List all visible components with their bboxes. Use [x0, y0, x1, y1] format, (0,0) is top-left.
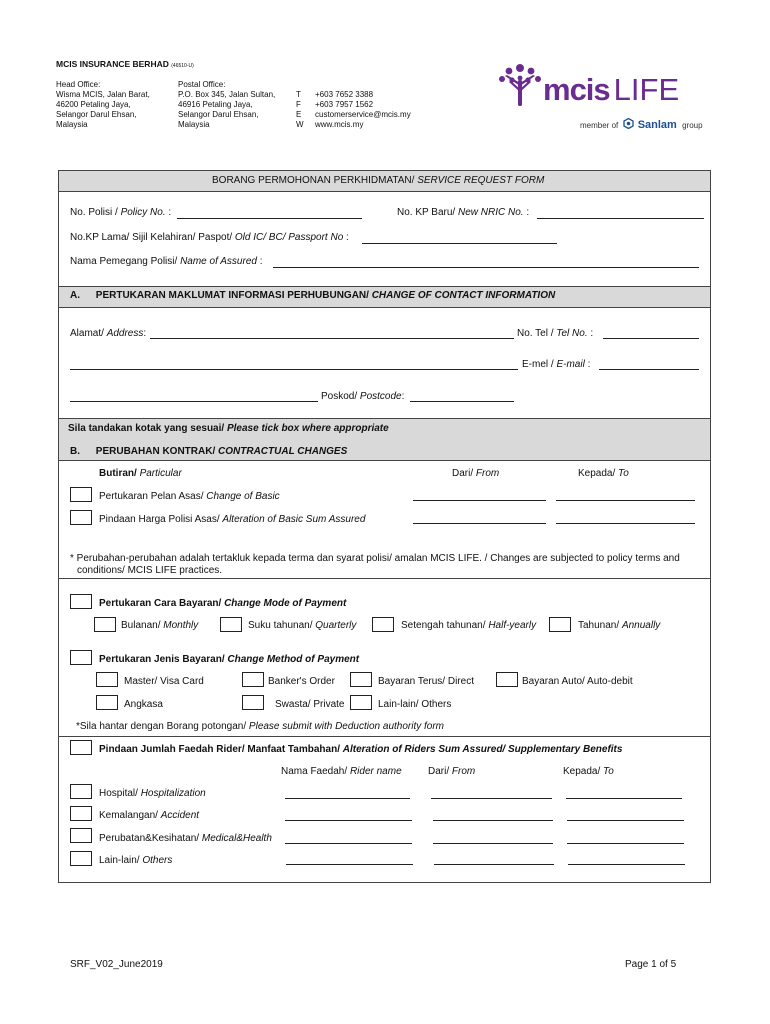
head-office-line: Malaysia [56, 120, 88, 129]
contact-code: E [296, 110, 302, 119]
postal-office-label: Postal Office: [178, 80, 226, 89]
change-method-title [99, 654, 359, 665]
company-name-text: MCIS INSURANCE BERHAD [56, 59, 169, 69]
medical-name-field[interactable] [285, 843, 412, 844]
policy-no-label [70, 207, 171, 218]
medical-label [99, 833, 272, 844]
new-nric-en: New NRIC No. [457, 207, 524, 218]
opt-en: Monthly [163, 620, 199, 631]
col-from-en: From [475, 468, 500, 479]
accident-name-field[interactable] [285, 820, 412, 821]
postal-office [178, 80, 275, 130]
rider-ms: Perubatan&Kesihatan/ [99, 833, 202, 844]
group-text: group [682, 121, 703, 130]
col-rider-from [428, 766, 475, 777]
deduction-note-en: Please submit with Deduction authority form [248, 721, 445, 732]
row-en: Alteration of Basic Sum Assured [222, 514, 366, 525]
others-rider-label [99, 855, 172, 866]
policy-no-ms: No. Polisi / [70, 207, 121, 218]
col-particular [99, 468, 182, 479]
change-method-en: Change Method of Payment [227, 654, 360, 665]
change-basic-from-field[interactable] [413, 500, 546, 501]
change-method-checkbox[interactable] [70, 650, 92, 665]
member-of-text: member of [580, 121, 619, 130]
rider-en: Hospitalization [140, 788, 206, 799]
colon: : [143, 328, 147, 339]
col-rider-en: Rider name [349, 766, 402, 777]
divider [59, 736, 710, 737]
form-title-en: SERVICE REQUEST FORM [417, 175, 545, 186]
medical-to-field[interactable] [567, 843, 684, 844]
bankers-order-checkbox[interactable] [242, 672, 264, 687]
section-b-title-en: CONTRACTUAL CHANGES [218, 446, 348, 457]
alter-sum-to-field[interactable] [556, 523, 695, 524]
assured-field[interactable] [273, 267, 699, 268]
email-label [522, 359, 590, 370]
contact-values [315, 90, 411, 130]
note-line: conditions/ MCIS LIFE practices. [77, 565, 223, 576]
change-mode-checkbox[interactable] [70, 594, 92, 609]
postal-office-line: Malaysia [178, 120, 210, 129]
postal-office-line: 46916 Petaling Jaya, [178, 100, 253, 109]
form-title [212, 175, 544, 186]
opt-ms: Tahunan/ [578, 620, 622, 631]
email-en: E-mail [556, 359, 585, 370]
direct-label: Bayaran Terus/ Direct [378, 676, 474, 687]
fax-number: +603 7957 1562 [315, 100, 374, 109]
address-field-1[interactable] [150, 338, 514, 339]
col-particular-ms: Butiran/ [99, 468, 140, 479]
colon: : [165, 207, 172, 218]
accident-checkbox[interactable] [70, 806, 92, 821]
rider-en: Medical&Health [201, 833, 272, 844]
riders-checkbox[interactable] [70, 740, 92, 755]
section-b-letter: B. [70, 446, 80, 457]
row-ms: Pertukaran Pelan Asas/ [99, 491, 207, 502]
quarterly-checkbox[interactable] [220, 617, 242, 632]
colon: : [584, 359, 591, 370]
tel-en: Tel No. [556, 328, 588, 339]
logo-life: LIFE [613, 72, 680, 107]
others-rider-checkbox[interactable] [70, 851, 92, 866]
others-to-field[interactable] [568, 864, 685, 865]
phone-number: +603 7652 3388 [315, 90, 374, 99]
visa-card-label: Master/ Visa Card [124, 676, 204, 687]
accident-label [99, 810, 199, 821]
col-particular-en: Particular [139, 468, 182, 479]
contact-code: W [296, 120, 304, 129]
assured-en: Name of Assured [180, 256, 257, 267]
address-field-3[interactable] [70, 401, 318, 402]
col-from [452, 468, 499, 479]
change-mode-ms: Pertukaran Cara Bayaran/ [99, 598, 225, 609]
angkasa-label: Angkasa [124, 699, 163, 710]
form-code: SRF_V02_June2019 [70, 959, 163, 970]
col-rider-to [563, 766, 614, 777]
accident-from-field[interactable] [433, 820, 553, 821]
postal-office-line: Selangor Darul Ehsan, [178, 110, 259, 119]
postal-office-line: P.O. Box 345, Jalan Sultan, [178, 90, 276, 99]
tick-note-ms: Sila tandakan kotak yang sesuai/ [68, 423, 227, 434]
website-link[interactable]: www.mcis.my [315, 120, 364, 129]
others-payment-label: Lain-lain/ Others [378, 699, 452, 710]
col-to-en: To [618, 468, 629, 479]
colon: : [587, 328, 594, 339]
opt-en: Annually [621, 620, 661, 631]
medical-from-field[interactable] [433, 843, 553, 844]
annually-label [578, 620, 660, 631]
tel-ms: No. Tel / [517, 328, 557, 339]
riders-title-ms: Pindaan Jumlah Faedah Rider/ Manfaat Tambahan/ [99, 744, 343, 755]
postcode-label [321, 391, 404, 402]
form-title-main: BORANG PERMOHONAN PERKHIDMATAN/ [212, 175, 418, 186]
postcode-en: Postcode [359, 391, 402, 402]
change-basic-to-field[interactable] [556, 500, 695, 501]
change-mode-title [99, 598, 346, 609]
riders-title-en: Alteration of Riders Sum Assured/ Supplementary Benefits [342, 744, 623, 755]
new-nric-label [397, 207, 529, 218]
others-from-field[interactable] [434, 864, 554, 865]
company-reg: (46510-U) [171, 63, 194, 69]
old-ic-label [70, 232, 349, 243]
sanlam-icon [623, 118, 634, 129]
divider [59, 578, 710, 579]
rider-ms: Hospital/ [99, 788, 141, 799]
opt-ms: Suku tahunan/ [248, 620, 316, 631]
medical-checkbox[interactable] [70, 828, 92, 843]
col-to [578, 468, 629, 479]
col-rider-ms: Nama Faedah/ [281, 766, 350, 777]
rider-ms: Kemalangan/ [99, 810, 161, 821]
colon: : [401, 391, 405, 402]
auto-debit-checkbox[interactable] [496, 672, 518, 687]
deduction-note [76, 721, 444, 732]
col-from-ms: Dari/ [452, 468, 476, 479]
tel-field[interactable] [603, 338, 699, 339]
tick-note-en: Please tick box where appropriate [226, 423, 389, 434]
company-name [56, 59, 194, 69]
bankers-order-label: Banker's Order [268, 676, 335, 687]
rider-ms: Lain-lain/ [99, 855, 143, 866]
old-ic-ms: No.KP Lama/ Sijil Kelahiran/ Paspot/ [70, 232, 235, 243]
head-office-line: Wisma MCIS, Jalan Barat, [56, 90, 150, 99]
hospitalization-label [99, 788, 206, 799]
postcode-field[interactable] [410, 401, 514, 402]
head-office-line: 46200 Petaling Jaya, [56, 100, 131, 109]
annually-checkbox[interactable] [549, 617, 571, 632]
rider-en: Accident [160, 810, 200, 821]
col-to-ms: Kepada/ [563, 766, 604, 777]
others-name-field[interactable] [286, 864, 413, 865]
direct-checkbox[interactable] [350, 672, 372, 687]
rider-en: Others [142, 855, 173, 866]
section-a-title-ms: PERTUKARAN MAKLUMAT INFORMASI PERHUBUNGAN/ [95, 290, 372, 301]
monthly-label [121, 620, 198, 631]
address-label [70, 328, 146, 339]
email-field[interactable] [599, 369, 699, 370]
deduction-note-ms: *Sila hantar dengan Borang potongan/ [76, 721, 249, 732]
row-ms: Pindaan Harga Polisi Asas/ [99, 514, 223, 525]
postcode-ms: Poskod/ [321, 391, 360, 402]
change-mode-en: Change Mode of Payment [224, 598, 347, 609]
opt-ms: Bulanan/ [121, 620, 164, 631]
new-nric-field[interactable] [537, 218, 704, 219]
section-b-title [70, 446, 347, 457]
address-en: Address [106, 328, 144, 339]
logo-wordmark [543, 73, 679, 107]
tel-label [517, 328, 593, 339]
half-yearly-checkbox[interactable] [372, 617, 394, 632]
policy-no-field[interactable] [177, 218, 362, 219]
accident-to-field[interactable] [567, 820, 684, 821]
head-office [56, 80, 150, 130]
colon: : [343, 232, 349, 243]
head-office-line: Selangor Darul Ehsan, [56, 110, 137, 119]
logo-mcis: mcis [543, 72, 610, 107]
hospitalization-to-field[interactable] [566, 798, 682, 799]
col-from-en: From [451, 766, 476, 777]
old-ic-field[interactable] [362, 243, 557, 244]
section-a-letter: A. [70, 290, 80, 301]
monthly-checkbox[interactable] [94, 617, 116, 632]
assured-label [70, 256, 263, 267]
half-yearly-label [401, 620, 536, 631]
quarterly-label [248, 620, 356, 631]
change-basic-checkbox[interactable] [70, 487, 92, 502]
opt-en: Half-yearly [488, 620, 537, 631]
contact-code: T [296, 90, 301, 99]
opt-en: Quarterly [315, 620, 357, 631]
hospitalization-name-field[interactable] [285, 798, 410, 799]
address-ms: Alamat/ [70, 328, 107, 339]
col-from-ms: Dari/ [428, 766, 452, 777]
others-payment-checkbox[interactable] [350, 695, 372, 710]
private-label: Swasta/ Private [275, 699, 345, 710]
change-basic-label [99, 491, 280, 502]
alter-sum-from-field[interactable] [413, 523, 546, 524]
section-b-title-ms: PERUBAHAN KONTRAK/ [95, 446, 219, 457]
new-nric-ms: No. KP Baru/ [397, 207, 458, 218]
contact-codes [296, 90, 304, 130]
colon: : [256, 256, 263, 267]
email-address[interactable]: customerservice@mcis.my [315, 110, 411, 119]
section-a-title [70, 290, 555, 301]
change-method-ms: Pertukaran Jenis Bayaran/ [99, 654, 228, 665]
col-rider-name [281, 766, 402, 777]
visa-card-checkbox[interactable] [96, 672, 118, 687]
opt-ms: Setengah tahunan/ [401, 620, 489, 631]
assured-ms: Nama Pemegang Polisi/ [70, 256, 181, 267]
hospitalization-checkbox[interactable] [70, 784, 92, 799]
riders-title [99, 744, 622, 755]
head-office-label: Head Office: [56, 80, 101, 89]
hospitalization-from-field[interactable] [431, 798, 552, 799]
tick-note [68, 423, 389, 434]
email-ms: E-mel / [522, 359, 557, 370]
page-number: Page 1 of 5 [625, 959, 677, 970]
angkasa-checkbox[interactable] [96, 695, 118, 710]
policy-terms-note [70, 553, 680, 577]
col-to-en: To [603, 766, 614, 777]
old-ic-en: Old IC/ BC/ Passport No [234, 232, 344, 243]
mcis-logo [497, 62, 543, 115]
sanlam-text: Sanlam [637, 119, 677, 131]
row-en: Change of Basic [206, 491, 280, 502]
contact-code: F [296, 100, 301, 109]
col-to-ms: Kepada/ [578, 468, 619, 479]
address-field-2[interactable] [70, 369, 518, 370]
alter-sum-checkbox[interactable] [70, 510, 92, 525]
sanlam-tagline [580, 118, 703, 131]
colon: : [523, 207, 530, 218]
private-checkbox[interactable] [242, 695, 264, 710]
policy-no-en: Policy No. [120, 207, 166, 218]
tree-icon [497, 62, 543, 112]
auto-debit-label: Bayaran Auto/ Auto-debit [522, 676, 633, 687]
note-line: * Perubahan-perubahan adalah tertakluk kepada terma dan syarat polisi/ amalan MCIS LIFE. / Changes are subjected to policy terms and [70, 553, 680, 564]
section-a-title-en: CHANGE OF CONTACT INFORMATION [371, 290, 556, 301]
alter-sum-label [99, 514, 365, 525]
